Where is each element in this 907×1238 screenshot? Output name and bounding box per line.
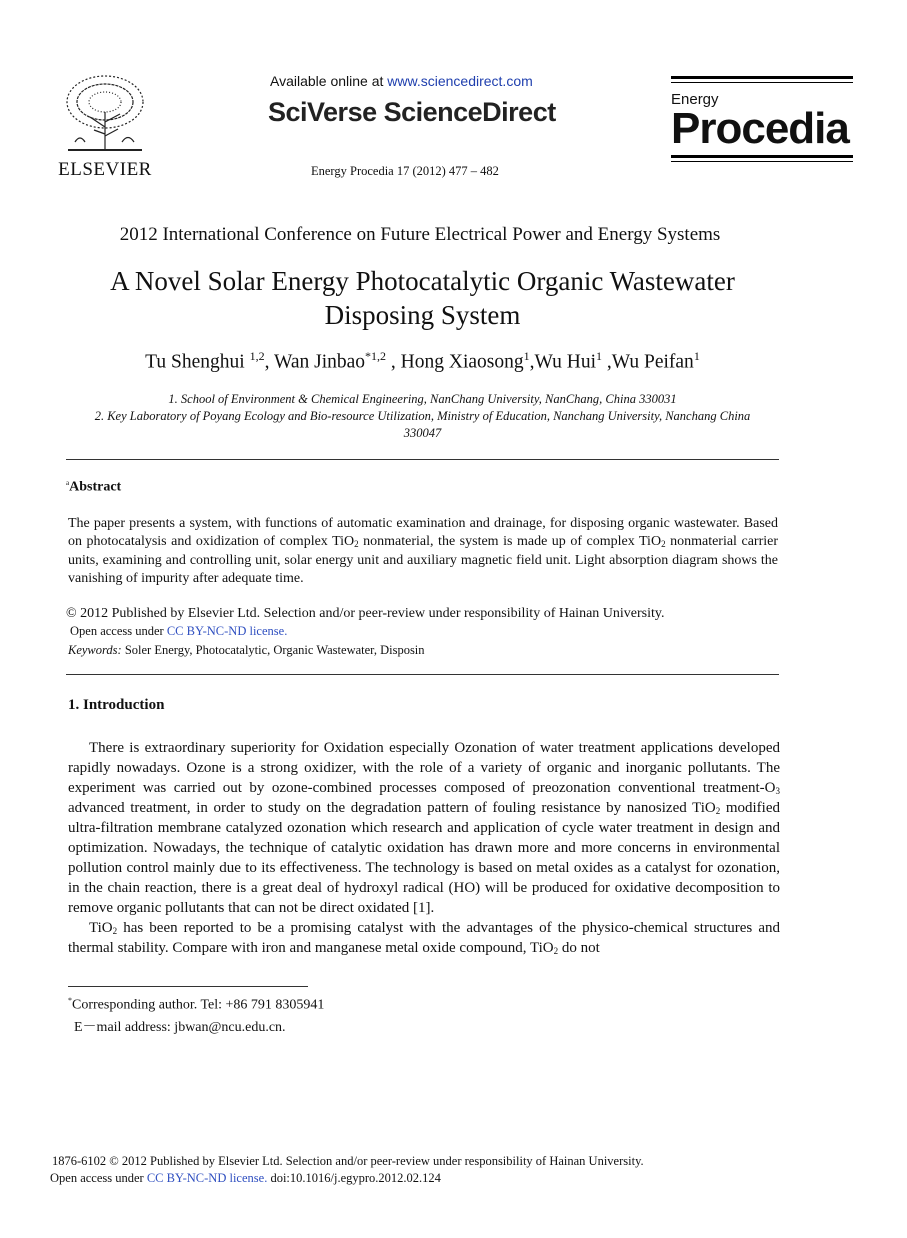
author-affiliation-mark: *1,2 bbox=[365, 349, 387, 363]
divider-bottom bbox=[66, 674, 779, 675]
author-name: Wu Hui bbox=[534, 351, 596, 373]
section-heading: 1. Introduction bbox=[68, 697, 165, 713]
title-line-2: Disposing System bbox=[324, 300, 521, 330]
journal-big-name: Procedia bbox=[671, 104, 849, 153]
footer-copyright: 1876-6102 © 2012 Published by Elsevier Ltd. Selection and/or peer-review under responsibility of Hainan University. bbox=[52, 1154, 644, 1168]
author-separator: , bbox=[386, 351, 401, 373]
elsevier-tree-icon bbox=[60, 72, 150, 156]
subscript: 3 bbox=[775, 786, 780, 796]
license-link[interactable]: CC BY-NC-ND license. bbox=[166, 624, 288, 638]
author-name: Wu Peifan bbox=[611, 351, 694, 373]
author-name: Hong Xiaosong bbox=[400, 351, 524, 373]
author-name: Wan Jinbao bbox=[273, 351, 366, 373]
author-list bbox=[0, 349, 845, 374]
footer-open-access bbox=[50, 1171, 441, 1186]
journal-small-name: Energy bbox=[671, 91, 719, 108]
footer-oa-prefix: Open access under bbox=[50, 1171, 147, 1185]
logo-top-rule-thin bbox=[671, 82, 853, 83]
copyright-notice: © 2012 Published by Elsevier Ltd. Selection and/or peer-review under responsibility of Hainan University. bbox=[66, 606, 665, 621]
affiliation-2-cont: 330047 bbox=[403, 426, 442, 440]
subscript: 2 bbox=[715, 806, 721, 816]
affiliation-2: 2. Key Laboratory of Poyang Ecology and Bio-resource Utilization, Ministry of Education, Nanchang University, Nanchang China bbox=[94, 409, 751, 423]
keywords-list: Soler Energy, Photocatalytic, Organic Wastewater, Disposin bbox=[121, 643, 425, 657]
author-name: Tu Shenghui bbox=[145, 351, 250, 373]
doi: doi:10.1016/j.egypro.2012.02.124 bbox=[267, 1171, 441, 1185]
title-line-1: A Novel Solar Energy Photocatalytic Organic Wastewater bbox=[110, 266, 735, 296]
text-run: TiO bbox=[89, 920, 113, 936]
author-separator: , bbox=[601, 351, 612, 373]
intro-body bbox=[68, 738, 780, 958]
affiliation-1: 1. School of Environment & Chemical Engineering, NanChang University, NanChang, China 330031 bbox=[168, 392, 677, 406]
footnote-email: E－mail address: jbwan@ncu.edu.cn. bbox=[74, 1020, 286, 1035]
author-affiliation-mark: 1,2 bbox=[249, 349, 265, 363]
paragraph bbox=[68, 918, 780, 958]
text-run: has been reported to be a promising catalyst with the advantages of the physico-chemical structures and thermal stability. Compare with iron and manganese metal oxide compound, TiO bbox=[68, 920, 780, 956]
keywords-label: Keywords: bbox=[68, 643, 122, 657]
availability-line bbox=[270, 73, 533, 89]
logo-top-rule bbox=[671, 76, 853, 79]
subscript: 2 bbox=[553, 946, 559, 956]
text-run: modified ultra-filtration membrane catalyzed ozonation which research and application of cycle water treatment in design and optimization. Nowadays, the technique of catalytic oxidation has drawn more and more concerns in environmental pollution control mainly due to its effectiveness. The technology is based on metal oxides as a catalyst for ozonation, in the chain reaction, there is a great deal of hydroxyl radical (HO) will be produced for oxidative decomposition to remove organic pollutants that can not be direct oxidated [1]. bbox=[68, 800, 780, 916]
author-affiliation-mark: 1 bbox=[693, 349, 700, 363]
conference-name: 2012 International Conference on Future Electrical Power and Energy Systems bbox=[119, 224, 721, 245]
text-run: There is extraordinary superiority for Oxidation especially Ozonation of water treatment applications developed rapidly nowadays. Ozone is a strong oxidizer, with the role of a variety of organic and inorganic pollutants. The experiment was carried out by ozone-combined processes composed of preozonation conventional treatment-O bbox=[68, 740, 780, 796]
footnote-rule bbox=[68, 986, 308, 987]
text-run: advanced treatment, in order to study on the degradation pattern of fouling resistance by nanosized TiO bbox=[68, 800, 716, 816]
abstract-text bbox=[68, 515, 778, 588]
author-affiliation-mark: 1 bbox=[523, 349, 530, 363]
logo-bottom-rule bbox=[671, 155, 853, 158]
paper-title bbox=[0, 264, 845, 332]
paragraph bbox=[68, 738, 780, 918]
logo-bottom-rule-thin bbox=[671, 161, 853, 162]
available-prefix: Available online at bbox=[270, 73, 388, 89]
footnote-corresponding bbox=[68, 996, 324, 1014]
sciencedirect-link[interactable]: www.sciencedirect.com bbox=[387, 73, 533, 89]
journal-logo bbox=[671, 76, 853, 176]
journal-reference: Energy Procedia 17 (2012) 477 – 482 bbox=[311, 164, 499, 178]
elsevier-logo bbox=[50, 72, 160, 182]
divider-top bbox=[66, 459, 779, 460]
subscript: 2 bbox=[112, 926, 118, 936]
subscript: 2 bbox=[661, 539, 666, 550]
keywords bbox=[68, 643, 425, 658]
abstract-part: nonmaterial, the system is made up of complex TiO bbox=[358, 534, 662, 550]
affiliations bbox=[60, 391, 785, 442]
abstract-heading bbox=[66, 479, 121, 496]
footnote-text: Corresponding author. Tel: +86 791 8305941 bbox=[72, 997, 325, 1013]
open-access-prefix: Open access under bbox=[70, 624, 167, 638]
publisher-name: ELSEVIER bbox=[58, 159, 152, 180]
platform-name: SciVerse ScienceDirect bbox=[268, 97, 556, 127]
abstract-heading-text: Abstract bbox=[69, 479, 122, 495]
footnote-mark: * bbox=[68, 996, 72, 1005]
open-access-line bbox=[70, 624, 287, 639]
abstract-part: The paper presents a system, with functions of automatic examination and drainage, for disposing organic wastewater. Based on photocatalysis and oxidization of complex TiO bbox=[68, 516, 778, 550]
subscript: 2 bbox=[354, 539, 359, 550]
author-separator: , bbox=[264, 351, 274, 373]
abstract-marker: a bbox=[66, 479, 70, 487]
author-affiliation-mark: 1 bbox=[595, 349, 602, 363]
author-separator: , bbox=[529, 351, 535, 373]
abstract-part: nonmaterial carrier units, examining and controlling unit, solar energy unit and auxiliary magnetic field unit. Light absorption diagram shows the vanishing of impurity after adequate time. bbox=[68, 534, 778, 586]
footer-license-link[interactable]: CC BY-NC-ND license. bbox=[146, 1171, 268, 1185]
text-run: do not bbox=[558, 940, 600, 956]
